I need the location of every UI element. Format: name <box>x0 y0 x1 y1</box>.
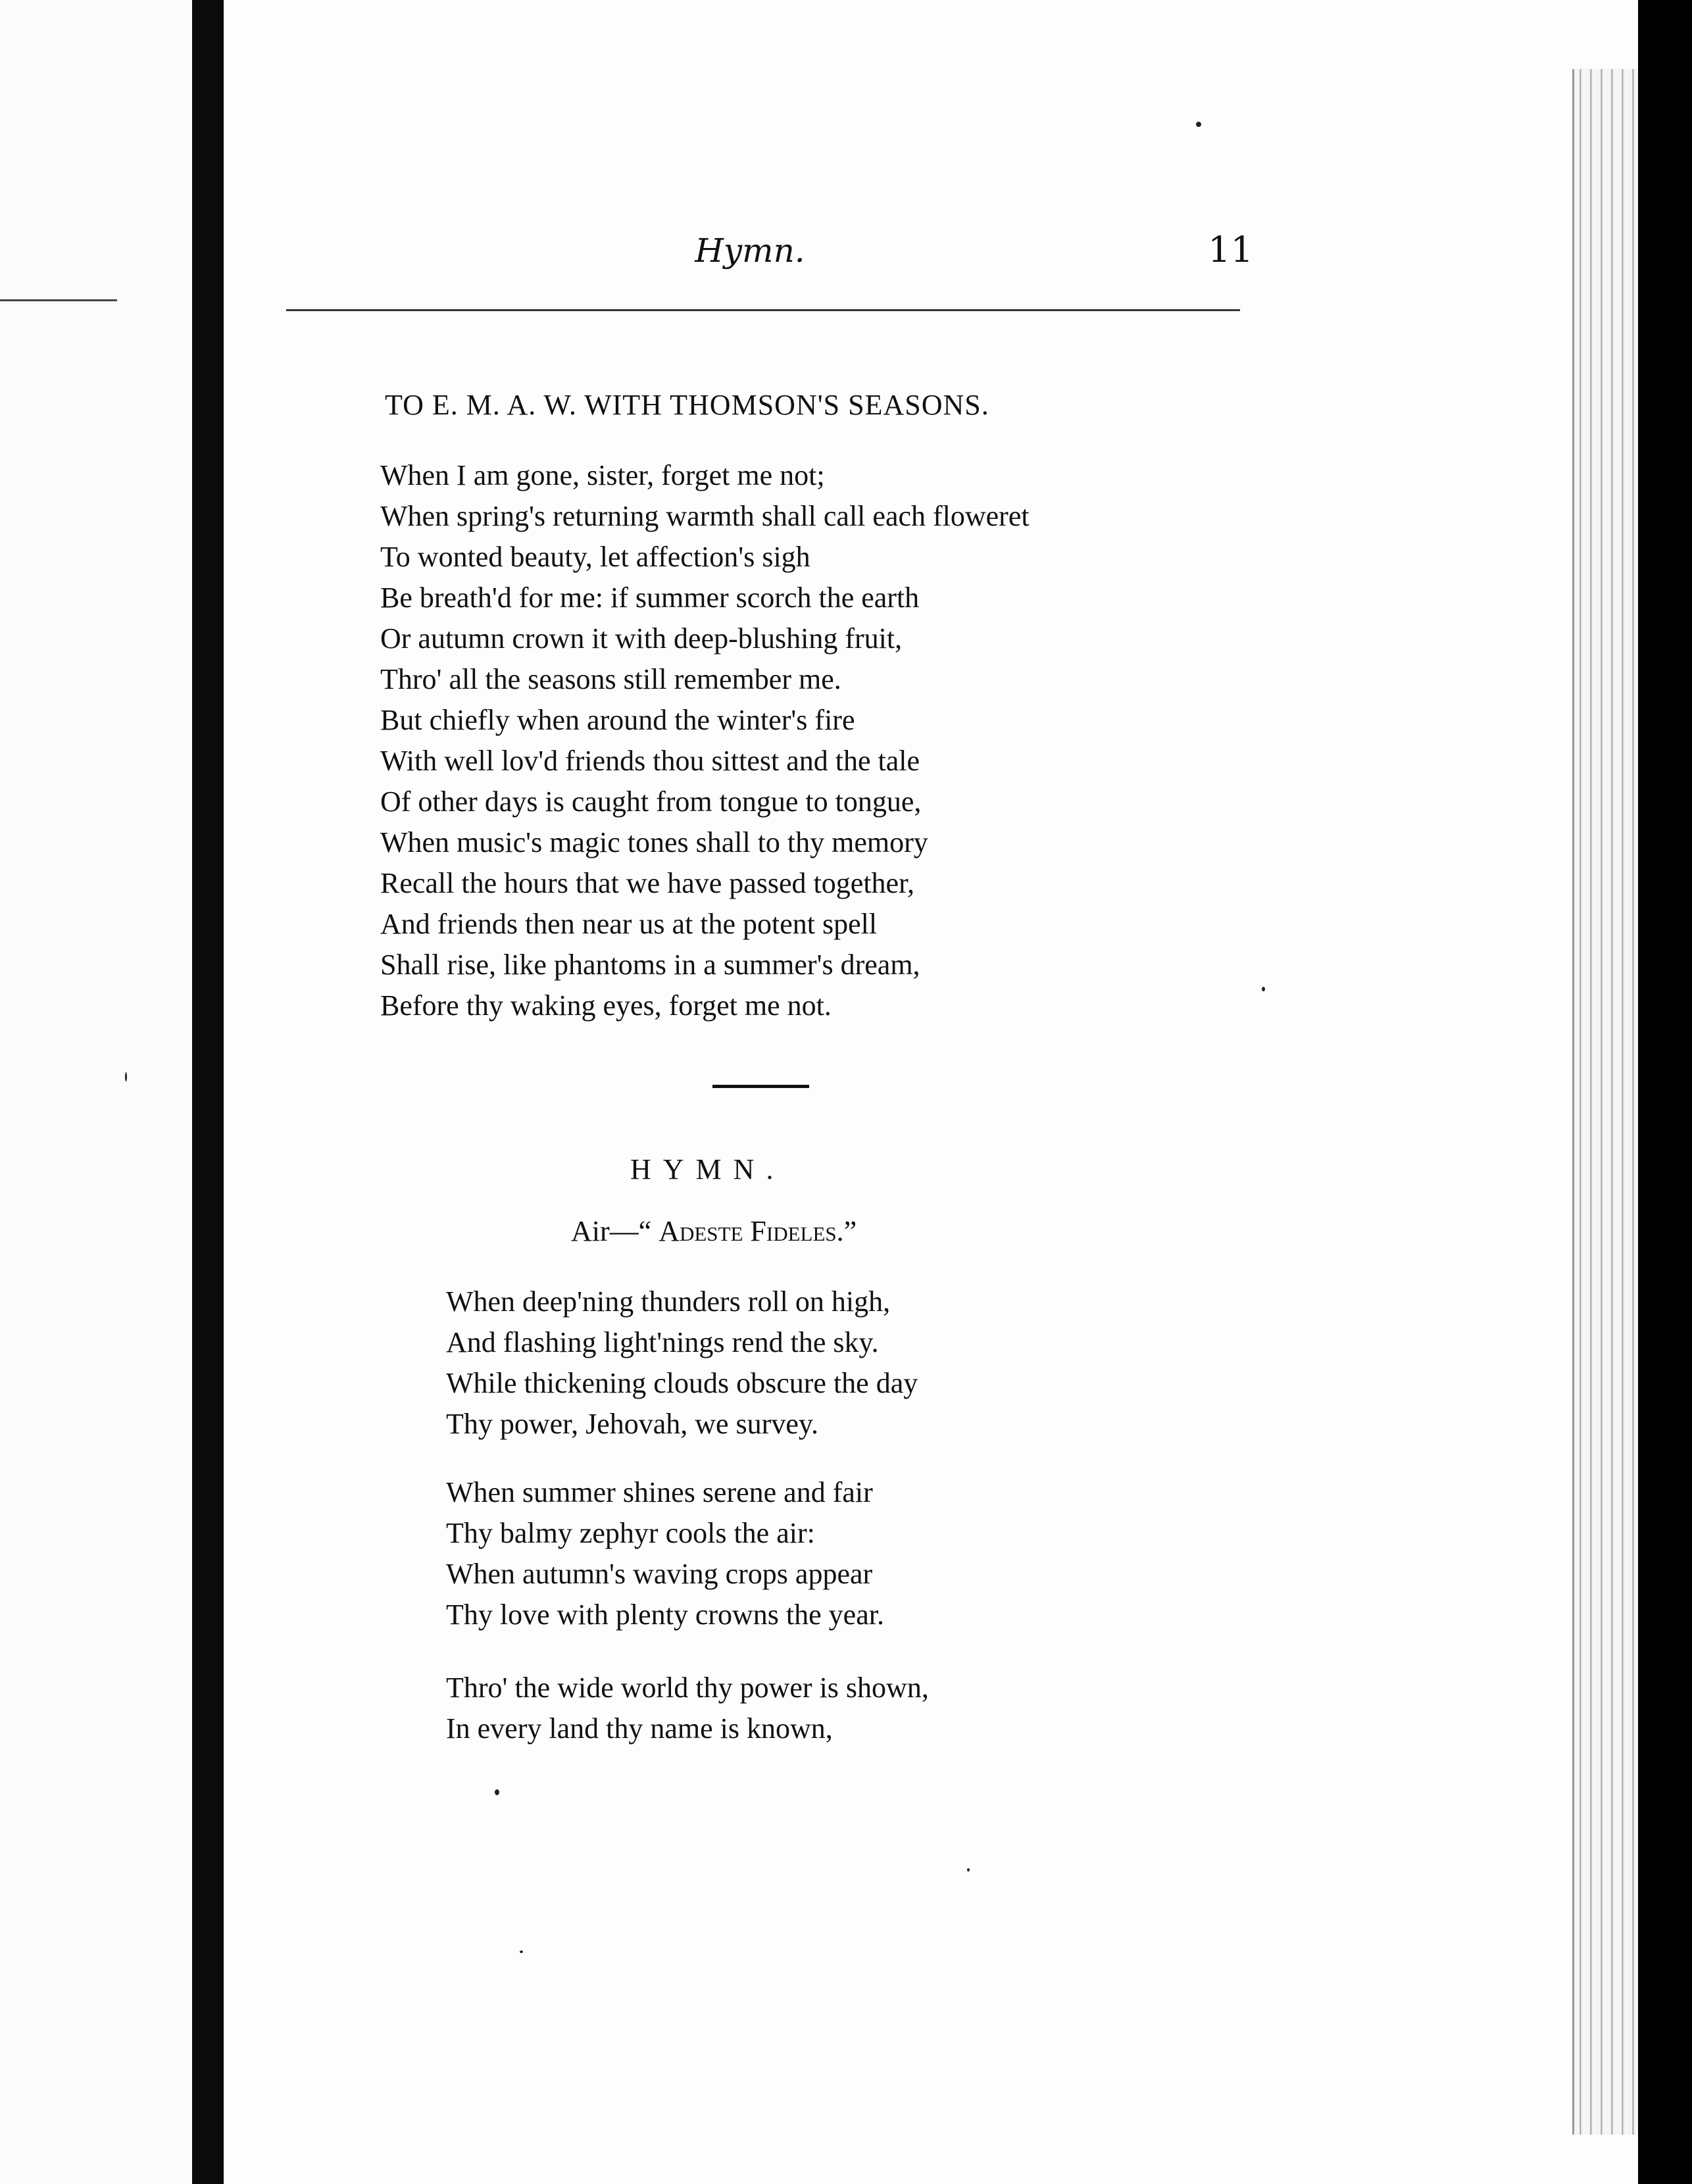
poem-line: When I am gone, sister, forget me not; <box>380 459 825 491</box>
scan-speck <box>520 1950 523 1953</box>
scan-speck <box>495 1789 499 1795</box>
scan-speck <box>967 1868 970 1872</box>
poem-line: When music's magic tones shall to thy memory <box>380 826 928 858</box>
book-page <box>224 0 1692 2184</box>
poem-line: With well lov'd friends thou sittest and the tale <box>380 745 920 777</box>
book-gutter <box>192 0 224 2184</box>
page-number: 11 <box>1208 229 1253 270</box>
hymn-line: When deep'ning thunders roll on high, <box>446 1285 891 1318</box>
poem-line: Before thy waking eyes, forget me not. <box>380 989 832 1022</box>
hymn-stanza <box>446 1668 929 1749</box>
poem-line: Thro' all the seasons still remember me. <box>380 663 841 695</box>
hymn-line: Thy love with plenty crowns the year. <box>446 1599 884 1631</box>
header-rule <box>286 309 1240 311</box>
hymn-line: When autumn's waving crops appear <box>446 1558 873 1590</box>
hymn-line: And flashing light'nings rend the sky. <box>446 1326 879 1358</box>
hymn-line: While thickening clouds obscure the day <box>446 1367 918 1399</box>
poem-line: Of other days is caught from tongue to tongue, <box>380 785 922 818</box>
poem-body <box>380 455 1030 1026</box>
poem-line: Shall rise, like phantoms in a summer's dream, <box>380 949 920 981</box>
air-prefix: Air—“ <box>571 1215 659 1247</box>
air-suffix: ” <box>843 1215 857 1247</box>
poem-title: TO E. M. A. W. WITH THOMSON'S SEASONS. <box>385 389 989 421</box>
scan-speck <box>125 1072 127 1081</box>
hymn-air <box>571 1214 1032 1248</box>
poem-line: Or autumn crown it with deep-blushing fruit, <box>380 622 903 655</box>
poem-line: But chiefly when around the winter's fire <box>380 704 855 736</box>
hymn-stanza <box>446 1472 884 1635</box>
poem-line: And friends then near us at the potent spell <box>380 908 878 940</box>
scan-border <box>1638 0 1692 2184</box>
poem-line: Recall the hours that we have passed together, <box>380 867 914 899</box>
facing-page <box>0 0 192 2184</box>
section-separator <box>712 1085 809 1088</box>
hymn-line: When summer shines serene and fair <box>446 1476 873 1508</box>
page-fore-edge <box>1572 69 1640 2135</box>
hymn-line: Thy balmy zephyr cools the air: <box>446 1517 815 1549</box>
running-head: Hymn. <box>695 232 805 270</box>
hymn-stanza <box>446 1281 918 1445</box>
hymn-line: Thro' the wide world thy power is shown, <box>446 1672 929 1704</box>
scan-speck <box>1262 987 1265 991</box>
facing-page-rule <box>0 299 117 301</box>
scan-speck <box>1196 122 1201 127</box>
poem-line: Be breath'd for me: if summer scorch the earth <box>380 582 920 614</box>
hymn-line: Thy power, Jehovah, we survey. <box>446 1408 819 1440</box>
poem-line: To wonted beauty, let affection's sigh <box>380 541 810 573</box>
poem-line: When spring's returning warmth shall call each floweret <box>380 500 1030 532</box>
air-name: Adeste Fideles. <box>659 1215 844 1247</box>
hymn-line: In every land thy name is known, <box>446 1712 833 1745</box>
hymn-title: HYMN. <box>630 1153 785 1185</box>
